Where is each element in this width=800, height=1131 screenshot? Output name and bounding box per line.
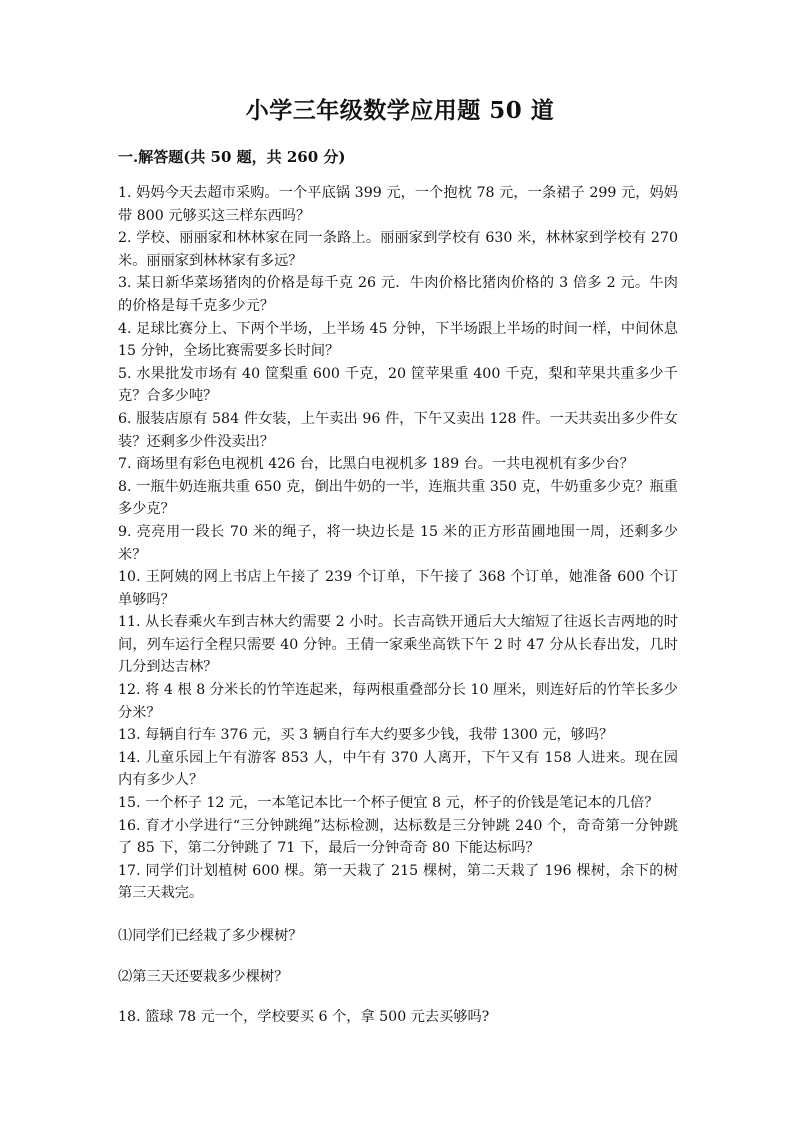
question-17-part-2: ⑵第三天还要栽多少棵树？ bbox=[118, 968, 289, 985]
question-12: 12. 将 4 根 8 分米长的竹竿连起来，每两根重叠部分长 10 厘米，则连好后的竹竿长多少分米？ bbox=[118, 682, 678, 721]
question-17: 17. 同学们计划植树 600 棵。第一天栽了 215 棵树，第二天栽了 196 棵树，余下的树第三天栽完。 bbox=[118, 862, 678, 902]
question-2: 2. 学校、丽丽家和林林家在同一条路上。丽丽家到学校有 630 米，林林家到学校有 270 米。丽丽家到林林家有多远？ bbox=[118, 230, 678, 269]
question-1: 1. 妈妈今天去超市采购。一个平底锅 399 元，一个抱枕 78 元，一条裙子 299 元，妈妈带 800 元够买这三样东西吗？ bbox=[118, 185, 678, 224]
question-14: 14. 儿童乐园上午有游客 853 人，中午有 370 人离开，下午又有 158 人进来。现在园内有多少人？ bbox=[118, 749, 678, 789]
question-18: 18. 篮球 78 元一个，学校要买 6 个，拿 500 元去买够吗? bbox=[118, 1009, 490, 1026]
question-5: 5. 水果批发市场有 40 筐梨重 600 千克，20 筐苹果重 400 千克，梨和苹果共重多少千克？合多少吨？ bbox=[118, 365, 678, 405]
question-3: 3. 某日新华菜场猪肉的价格是每千克 26 元．牛肉价格比猪肉价格的 3 倍多 2 元。牛肉的价格是每千克多少元？ bbox=[118, 275, 678, 314]
section-heading: 一.解答题(共 50 题，共 260 分) bbox=[118, 148, 346, 166]
question-7: 7. 商场里有彩色电视机 426 台，比黑白电视机多 189 台。一共电视机有多少台？ bbox=[118, 456, 634, 473]
question-list bbox=[118, 182, 678, 1029]
question-15: 15. 一个杯子 12 元，一本笔记本比一个杯子便宜 8 元，杯子的价钱是笔记本的几倍？ bbox=[118, 795, 659, 812]
question-16: 16. 育才小学进行“三分钟跳绳”达标检测，达标数是三分钟跳 240 个，奇奇第一分钟跳了 85 下，第二分钟跳了 71 下，最后一分钟奇奇 80 下能达标吗？ bbox=[118, 817, 678, 857]
question-13: 13. 每辆自行车 376 元，买 3 辆自行车大约要多少钱，我带 1300 元，够吗？ bbox=[118, 727, 614, 744]
question-17-part-1: ⑴同学们已经栽了多少棵树？ bbox=[118, 928, 303, 944]
page-title: 小学三年级数学应用题 50 道 bbox=[245, 97, 555, 124]
question-4: 4. 足球比赛分上、下两个半场，上半场 45 分钟，下半场跟上半场的时间一样，中间休息 15 分钟，全场比赛需要多长时间？ bbox=[118, 320, 678, 360]
question-6: 6. 服装店原有 584 件女装，上午卖出 96 件，下午又卖出 128 件。一天共卖出多少件女装？还剩多少件没卖出？ bbox=[118, 410, 678, 450]
question-11: 11. 从长春乘火车到吉林大约需要 2 小时。长吉高铁开通后大大缩短了往返长吉两地的时间，列车运行全程只需要 40 分钟。王倩一家乘坐高铁下午 2 时 47 分从长春出发，几时几分到达吉林？ bbox=[118, 614, 678, 676]
question-9: 9. 亮亮用一段长 70 米的绳子，将一块边长是 15 米的正方形苗圃地围一周，还剩多少米？ bbox=[118, 523, 678, 563]
question-8: 8. 一瓶牛奶连瓶共重 650 克，倒出牛奶的一半，连瓶共重 350 克，牛奶重多少克？瓶重多少克？ bbox=[118, 478, 678, 518]
question-10: 10. 王阿姨的网上书店上午接了 239 个订单，下午接了 368 个订单，她准备 600 个订单够吗？ bbox=[118, 569, 678, 608]
